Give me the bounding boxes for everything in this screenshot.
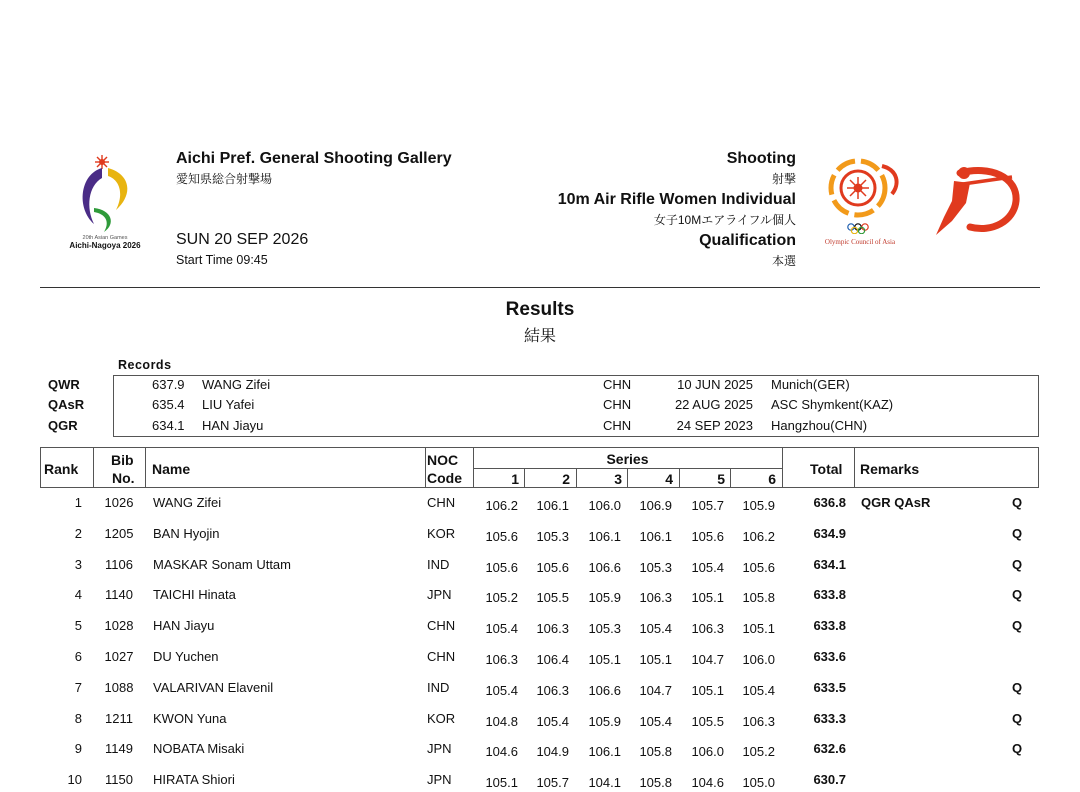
athlete-name: TAICHI Hinata bbox=[153, 587, 236, 603]
record-score: 635.4 bbox=[152, 397, 185, 412]
qualification-mark: Q bbox=[1012, 556, 1023, 572]
series-score-3: 106.1 bbox=[588, 528, 621, 544]
total-score: 633.8 bbox=[813, 618, 846, 634]
rank-cell: 7 bbox=[74, 679, 82, 695]
series-score-2: 106.3 bbox=[536, 682, 569, 698]
table-row bbox=[0, 495, 1080, 515]
table-row bbox=[0, 557, 1080, 577]
total-score: 632.6 bbox=[813, 741, 846, 757]
oca-logo bbox=[814, 150, 906, 250]
series-score-2: 106.3 bbox=[536, 621, 569, 637]
header-divider bbox=[40, 287, 1040, 288]
record-score: 634.1 bbox=[152, 418, 185, 433]
series-score-4: 105.1 bbox=[639, 652, 672, 667]
header-remarks: Remarks bbox=[860, 461, 920, 477]
series-score-4: 105.4 bbox=[639, 713, 672, 729]
series-score-2: 106.4 bbox=[536, 652, 569, 667]
rifle-shooter-icon bbox=[930, 163, 1020, 237]
sport-title-local: 射撃 bbox=[771, 172, 796, 186]
series-score-3: 106.6 bbox=[588, 559, 621, 575]
series-score-6: 105.9 bbox=[742, 498, 775, 513]
series-score-4: 105.8 bbox=[639, 775, 672, 791]
record-noc: CHN bbox=[603, 377, 632, 392]
noc-cell: IND bbox=[427, 679, 450, 695]
noc-cell: IND bbox=[427, 556, 450, 572]
series-score-1: 105.2 bbox=[485, 590, 518, 606]
series-score-2: 105.4 bbox=[536, 713, 569, 729]
table-row bbox=[0, 680, 1080, 700]
series-score-4: 106.1 bbox=[639, 528, 672, 544]
header-noc: NOC bbox=[427, 452, 459, 468]
venue-title-local: 愛知県総合射撃場 bbox=[176, 172, 273, 186]
header-rank: Rank bbox=[44, 461, 79, 477]
series-score-6: 106.3 bbox=[742, 713, 775, 729]
results-title: Results bbox=[505, 299, 575, 320]
table-row bbox=[0, 711, 1080, 731]
bib-cell: 1150 bbox=[105, 772, 133, 788]
record-noc: CHN bbox=[603, 397, 632, 412]
event-date: SUN 20 SEP 2026 bbox=[176, 231, 309, 248]
table-row bbox=[0, 587, 1080, 607]
qualification-mark: Q bbox=[1012, 525, 1023, 541]
record-holder: HAN Jiayu bbox=[202, 418, 264, 433]
qualification-mark: Q bbox=[1012, 618, 1023, 634]
qualification-mark: Q bbox=[1012, 741, 1023, 757]
rank-cell: 3 bbox=[74, 556, 82, 572]
series-score-4: 105.3 bbox=[639, 559, 672, 575]
noc-cell: JPN bbox=[427, 741, 452, 757]
total-score: 634.9 bbox=[813, 525, 846, 541]
results-table-header bbox=[40, 447, 1039, 488]
bib-cell: 1211 bbox=[105, 710, 133, 726]
record-date: 22 AUG 2025 bbox=[674, 397, 753, 412]
series-score-3: 105.3 bbox=[588, 621, 621, 637]
header-bib: Bib bbox=[111, 452, 134, 468]
total-score: 633.8 bbox=[813, 587, 846, 603]
record-date: 10 JUN 2025 bbox=[677, 377, 753, 392]
series-score-5: 105.1 bbox=[691, 682, 724, 698]
series-score-1: 105.4 bbox=[485, 682, 518, 698]
series-score-4: 105.8 bbox=[639, 744, 672, 760]
series-score-6: 106.0 bbox=[742, 652, 775, 667]
venue-title: Aichi Pref. General Shooting Gallery bbox=[176, 150, 452, 167]
rank-cell: 6 bbox=[74, 649, 82, 664]
series-score-5: 106.3 bbox=[691, 621, 724, 637]
oca-sun-icon bbox=[814, 150, 906, 234]
total-score: 636.8 bbox=[813, 495, 846, 510]
athlete-name: HIRATA Shiori bbox=[153, 772, 235, 788]
table-row bbox=[0, 618, 1080, 638]
noc-cell: KOR bbox=[427, 525, 456, 541]
games-logo-caption bbox=[60, 234, 150, 250]
header-noc-code: Code bbox=[427, 470, 462, 486]
header-series-3: 3 bbox=[614, 471, 622, 487]
series-score-2: 105.6 bbox=[536, 559, 569, 575]
header-series-5: 5 bbox=[717, 471, 725, 487]
record-row bbox=[0, 377, 1080, 397]
bib-cell: 1149 bbox=[105, 741, 133, 757]
header-series-4: 4 bbox=[665, 471, 673, 487]
series-score-6: 105.8 bbox=[742, 590, 775, 606]
series-score-1: 106.3 bbox=[485, 652, 518, 667]
table-row bbox=[0, 772, 1080, 792]
bib-cell: 1106 bbox=[105, 556, 133, 572]
series-score-3: 105.9 bbox=[588, 590, 621, 606]
qualification-mark: Q bbox=[1012, 587, 1023, 603]
record-row bbox=[0, 418, 1080, 438]
table-row bbox=[0, 526, 1080, 546]
series-score-5: 104.7 bbox=[691, 652, 724, 667]
qualification-mark: Q bbox=[1012, 495, 1023, 510]
noc-cell: KOR bbox=[427, 710, 456, 726]
bib-cell: 1205 bbox=[104, 525, 134, 541]
rank-cell: 10 bbox=[67, 772, 82, 788]
start-time: Start Time 09:45 bbox=[176, 253, 268, 267]
records-label: Records bbox=[118, 358, 172, 372]
record-code: QWR bbox=[48, 377, 80, 392]
rank-cell: 2 bbox=[74, 525, 82, 541]
event-title-local: 女子10Mエアライフル個人 bbox=[653, 213, 796, 227]
oca-caption: Olympic Council of Asia bbox=[824, 238, 896, 246]
total-score: 634.1 bbox=[813, 556, 846, 572]
header-name: Name bbox=[152, 461, 191, 477]
series-score-3: 105.9 bbox=[588, 713, 621, 729]
athlete-name: WANG Zifei bbox=[153, 495, 222, 510]
bib-cell: 1140 bbox=[105, 587, 133, 603]
series-score-2: 105.7 bbox=[536, 775, 569, 791]
bib-cell: 1027 bbox=[104, 649, 134, 664]
series-score-3: 106.1 bbox=[588, 744, 621, 760]
noc-cell: JPN bbox=[427, 772, 452, 788]
noc-cell: CHN bbox=[427, 649, 456, 664]
games-logo-name: Aichi-Nagoya 2026 bbox=[69, 241, 141, 250]
athlete-name: DU Yuchen bbox=[153, 649, 219, 664]
record-code: QAsR bbox=[48, 397, 85, 412]
athlete-name: HAN Jiayu bbox=[153, 618, 215, 634]
bib-cell: 1028 bbox=[104, 618, 134, 634]
table-row bbox=[0, 649, 1080, 669]
series-score-1: 106.2 bbox=[485, 498, 518, 513]
series-score-1: 105.1 bbox=[485, 775, 518, 791]
remarks-cell: QGR QAsR bbox=[861, 495, 931, 510]
results-title-local: 結果 bbox=[523, 328, 556, 345]
series-score-5: 106.0 bbox=[691, 744, 724, 760]
series-score-1: 104.8 bbox=[485, 713, 518, 729]
bib-cell: 1088 bbox=[104, 679, 134, 695]
total-score: 630.7 bbox=[813, 772, 846, 788]
record-row bbox=[0, 397, 1080, 417]
total-score: 633.5 bbox=[813, 679, 846, 695]
record-place: Munich(GER) bbox=[771, 377, 850, 392]
header-bib-no: No. bbox=[112, 470, 135, 486]
noc-cell: CHN bbox=[427, 495, 456, 510]
rank-cell: 1 bbox=[74, 495, 82, 510]
series-score-2: 104.9 bbox=[536, 744, 569, 760]
series-score-4: 105.4 bbox=[639, 621, 672, 637]
phase-title: Qualification bbox=[699, 232, 796, 249]
series-score-5: 105.7 bbox=[691, 498, 724, 513]
qualification-mark: Q bbox=[1012, 710, 1023, 726]
series-score-5: 105.1 bbox=[691, 590, 724, 606]
shooting-pictogram bbox=[930, 163, 1020, 242]
series-score-1: 105.4 bbox=[485, 621, 518, 637]
series-score-1: 105.6 bbox=[485, 528, 518, 544]
event-title: 10m Air Rifle Women Individual bbox=[557, 191, 796, 208]
record-place: Hangzhou(CHN) bbox=[771, 418, 868, 433]
series-score-5: 105.6 bbox=[691, 528, 724, 544]
series-score-1: 104.6 bbox=[485, 744, 518, 760]
series-score-6: 105.2 bbox=[742, 744, 775, 760]
series-score-5: 104.6 bbox=[691, 775, 724, 791]
series-score-5: 105.4 bbox=[691, 559, 724, 575]
record-holder: LIU Yafei bbox=[202, 397, 255, 412]
series-score-3: 104.1 bbox=[588, 775, 621, 791]
rank-cell: 5 bbox=[74, 618, 82, 634]
series-score-4: 106.9 bbox=[639, 498, 672, 513]
series-score-4: 106.3 bbox=[639, 590, 672, 606]
record-holder: WANG Zifei bbox=[202, 377, 271, 392]
record-date: 24 SEP 2023 bbox=[676, 418, 753, 433]
bib-cell: 1026 bbox=[104, 495, 134, 510]
header-series: Series bbox=[606, 451, 649, 467]
games-logo-edition: 20th Asian Games bbox=[82, 235, 128, 241]
series-score-2: 106.1 bbox=[536, 498, 569, 513]
record-code: QGR bbox=[48, 418, 78, 433]
series-score-6: 105.1 bbox=[742, 621, 775, 637]
sport-title: Shooting bbox=[726, 150, 796, 167]
total-score: 633.6 bbox=[813, 649, 846, 664]
header-total: Total bbox=[810, 461, 843, 477]
total-score: 633.3 bbox=[813, 710, 846, 726]
record-noc: CHN bbox=[603, 418, 632, 433]
series-score-3: 105.1 bbox=[588, 652, 621, 667]
noc-cell: CHN bbox=[427, 618, 456, 634]
athlete-name: KWON Yuna bbox=[153, 710, 227, 726]
phase-title-local: 本選 bbox=[771, 254, 796, 268]
series-score-3: 106.0 bbox=[588, 498, 621, 513]
series-score-6: 105.4 bbox=[742, 682, 775, 698]
rank-cell: 8 bbox=[74, 710, 82, 726]
athlete-name: MASKAR Sonam Uttam bbox=[153, 556, 291, 572]
header-series-6: 6 bbox=[768, 471, 776, 487]
series-score-2: 105.3 bbox=[536, 528, 569, 544]
series-score-2: 105.5 bbox=[536, 590, 569, 606]
athlete-name: VALARIVAN Elavenil bbox=[153, 679, 274, 695]
athlete-name: NOBATA Misaki bbox=[153, 741, 245, 757]
header-series-1: 1 bbox=[511, 471, 519, 487]
series-score-1: 105.6 bbox=[485, 559, 518, 575]
record-score: 637.9 bbox=[152, 377, 185, 392]
athlete-name: BAN Hyojin bbox=[153, 525, 220, 541]
series-score-6: 106.2 bbox=[742, 528, 775, 544]
table-row bbox=[0, 741, 1080, 761]
header-series-2: 2 bbox=[562, 471, 570, 487]
qualification-mark: Q bbox=[1012, 679, 1023, 695]
noc-cell: JPN bbox=[427, 587, 452, 603]
record-place: ASC Shymkent(KAZ) bbox=[771, 397, 894, 412]
series-score-6: 105.0 bbox=[742, 775, 775, 791]
rank-cell: 9 bbox=[74, 741, 82, 757]
series-score-4: 104.7 bbox=[639, 682, 672, 698]
series-score-6: 105.6 bbox=[742, 559, 775, 575]
series-score-5: 105.5 bbox=[691, 713, 724, 729]
rank-cell: 4 bbox=[74, 587, 82, 603]
series-score-3: 106.6 bbox=[588, 682, 621, 698]
